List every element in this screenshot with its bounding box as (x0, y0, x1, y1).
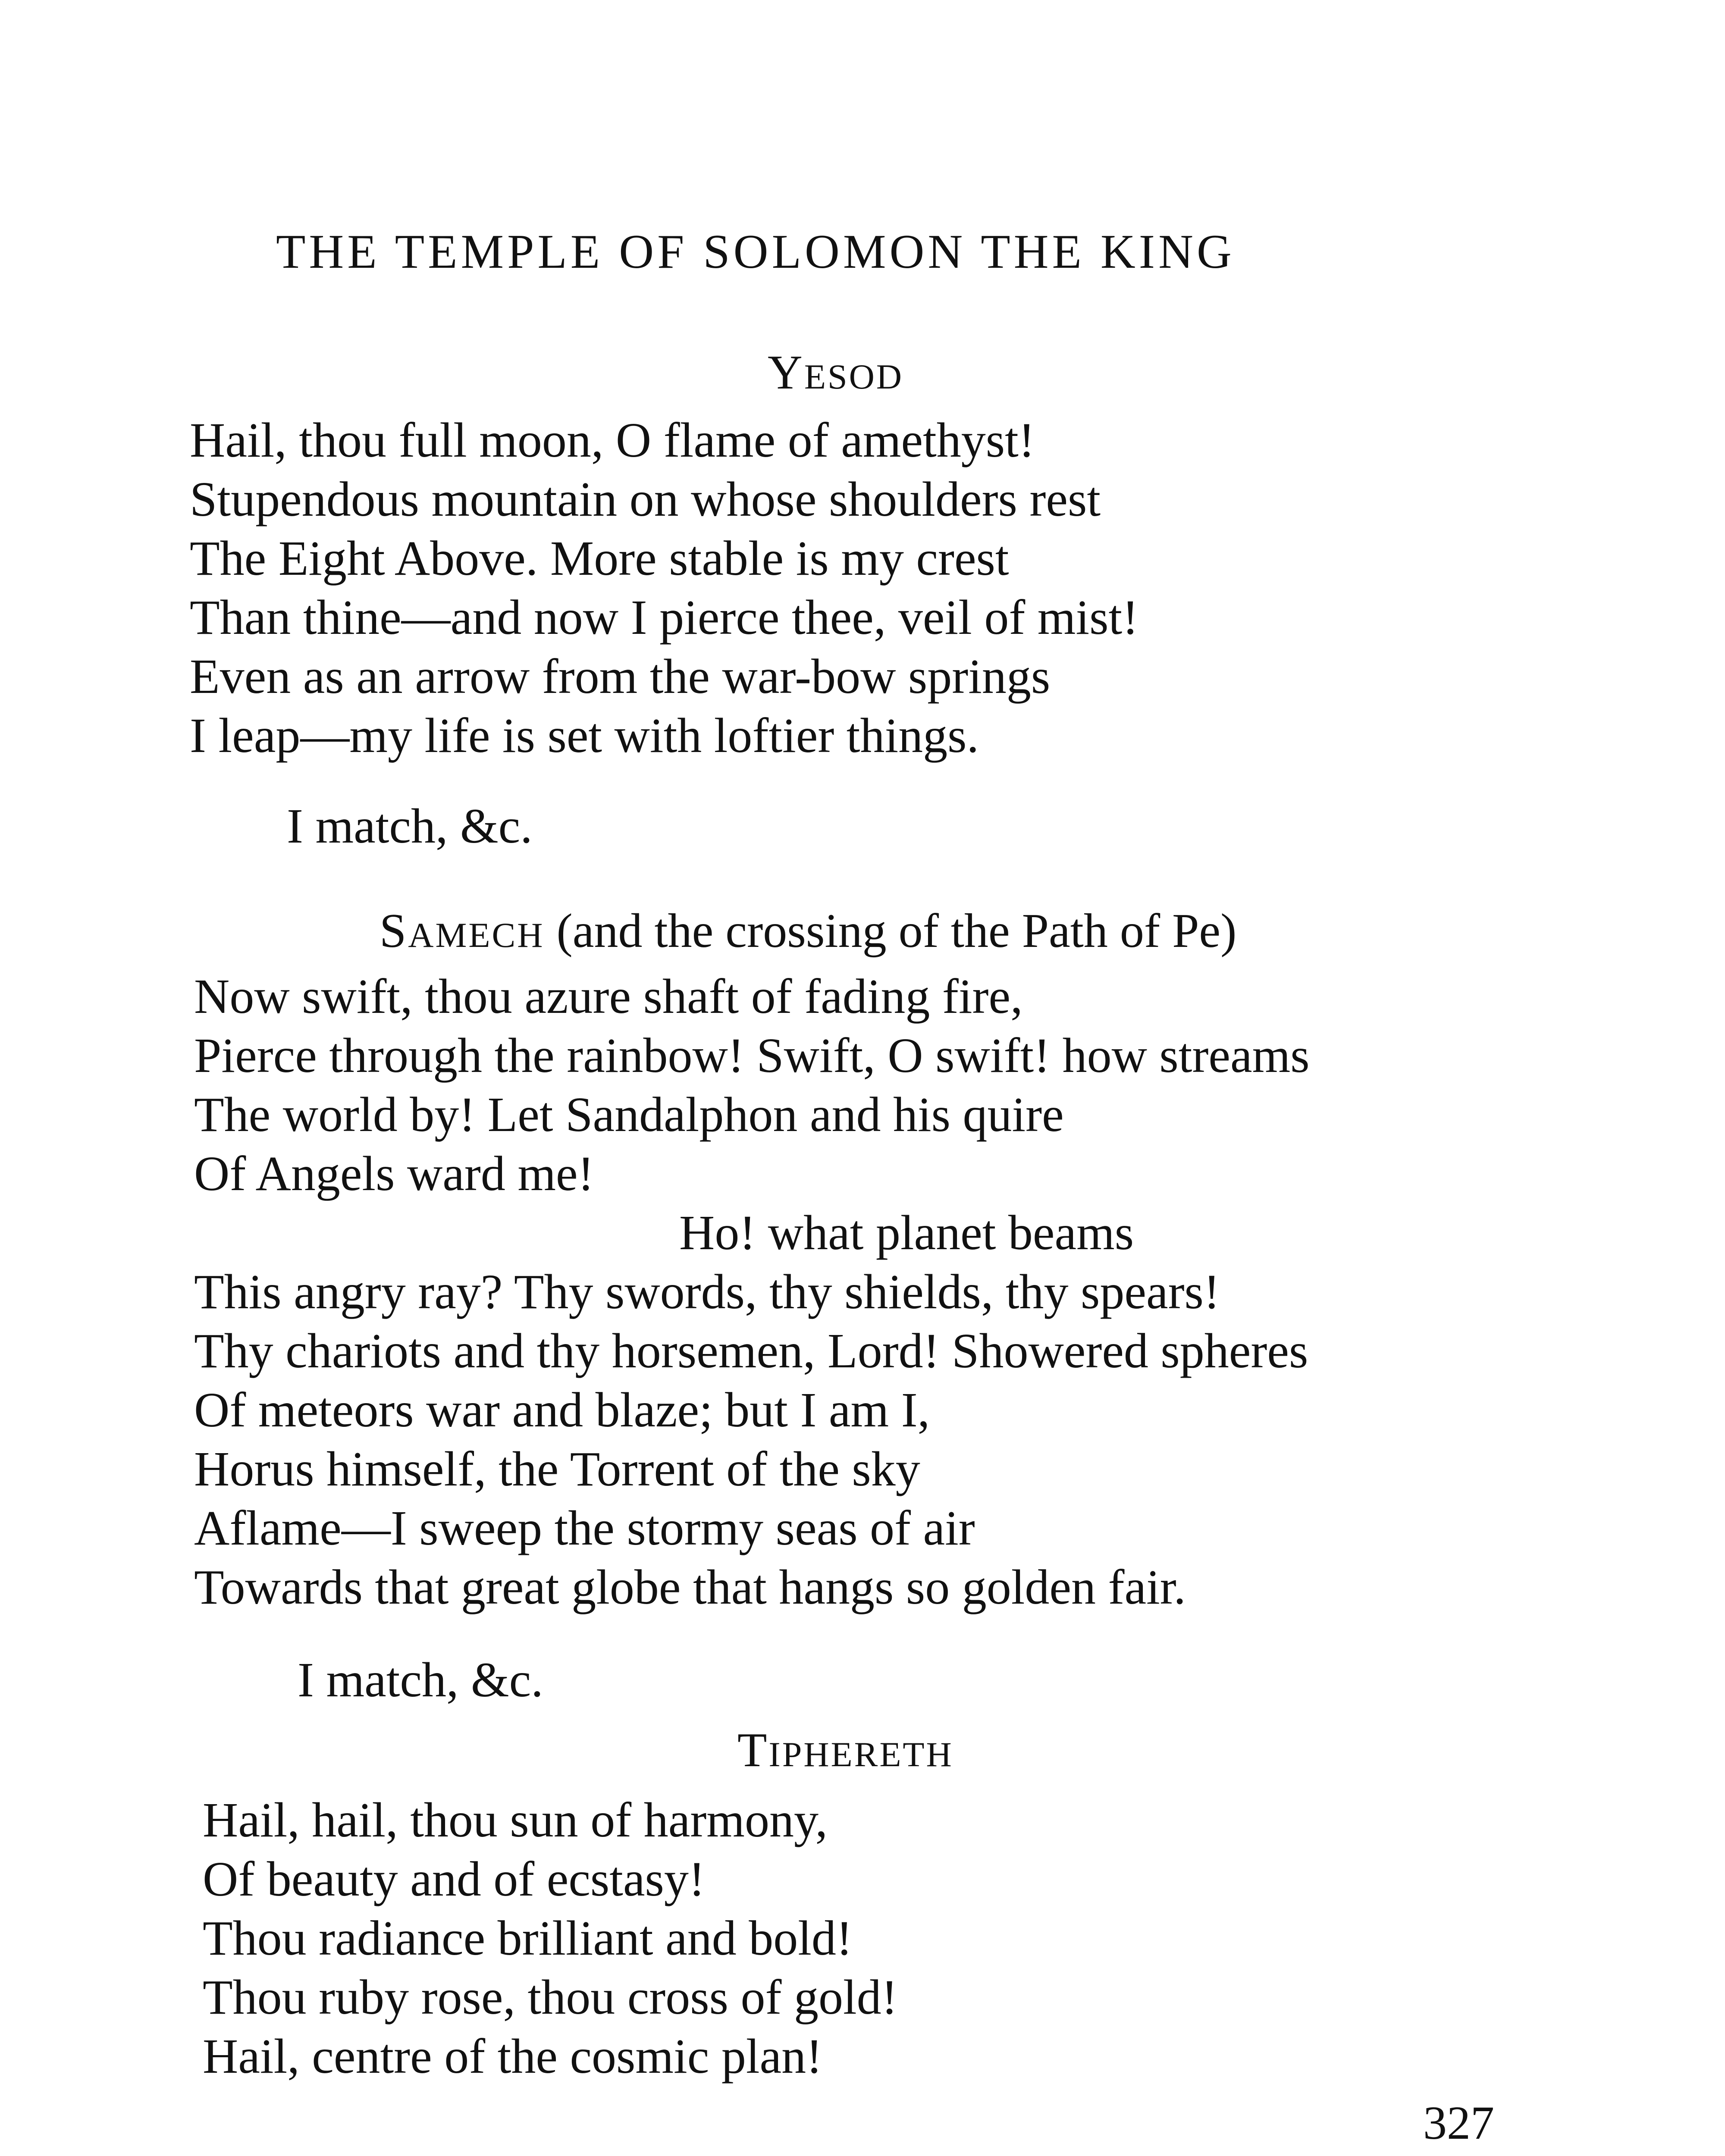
verse-line: Thou ruby rose, thou cross of gold! (203, 1970, 898, 2024)
verse-line: Horus himself, the Torrent of the sky (194, 1442, 920, 1496)
verse-line: The world by! Let Sandalphon and his quire (194, 1087, 1064, 1142)
verse-line: Of Angels ward me! (194, 1146, 594, 1201)
refrain: I match, &c. (287, 799, 533, 853)
verse-line: Hail, centre of the cosmic plan! (203, 2029, 823, 2084)
section-heading-samech (380, 903, 1236, 959)
verse-line: I leap—my life is set with loftier things. (190, 708, 979, 763)
heading-capital: T (737, 1724, 769, 1777)
verse-line: Of beauty and of ecstasy! (203, 1852, 705, 1906)
verse-line: Thy chariots and thy horsemen, Lord! Showered spheres (194, 1323, 1308, 1378)
verse-line: Ho! what planet beams (679, 1205, 1134, 1260)
verse-line: Hail, hail, thou sun of harmony, (203, 1792, 828, 1847)
verse-line: Thou radiance brilliant and bold! (203, 1911, 853, 1965)
refrain: I match, &c. (298, 1652, 543, 1707)
heading-small-caps: IPHERETH (768, 1735, 953, 1774)
section-heading-yesod (768, 345, 903, 401)
verse-line: Now swift, thou azure shaft of fading fire, (194, 969, 1023, 1024)
verse-line: Aflame—I sweep the stormy seas of air (194, 1501, 975, 1555)
verse-line: Even as an arrow from the war-bow springs (190, 649, 1051, 704)
verse-line: Of meteors war and blaze; but I am I, (194, 1382, 930, 1437)
section-heading-tiphereth (737, 1723, 953, 1778)
heading-tail: (and the crossing of the Path of Pe) (544, 904, 1237, 958)
verse-line: This angry ray? Thy swords, thy shields, thy spears! (194, 1264, 1220, 1319)
page-number: 327 (1423, 2096, 1494, 2149)
heading-capital: Y (768, 346, 804, 399)
heading-small-caps: AMECH (408, 915, 545, 955)
heading-capital: S (380, 904, 408, 958)
running-head: THE TEMPLE OF SOLOMON THE KING (276, 225, 1235, 279)
verse-line: Than thine—and now I pierce thee, veil of mist! (190, 590, 1139, 645)
verse-line: Stupendous mountain on whose shoulders rest (190, 472, 1101, 526)
verse-line: Towards that great globe that hangs so golden fair. (194, 1560, 1186, 1614)
verse-line: The Eight Above. More stable is my crest (190, 531, 1009, 586)
heading-small-caps: ESOD (804, 357, 904, 396)
verse-line: Hail, thou full moon, O flame of amethyst! (190, 413, 1035, 467)
verse-line: Pierce through the rainbow! Swift, O swift! how streams (194, 1028, 1310, 1083)
